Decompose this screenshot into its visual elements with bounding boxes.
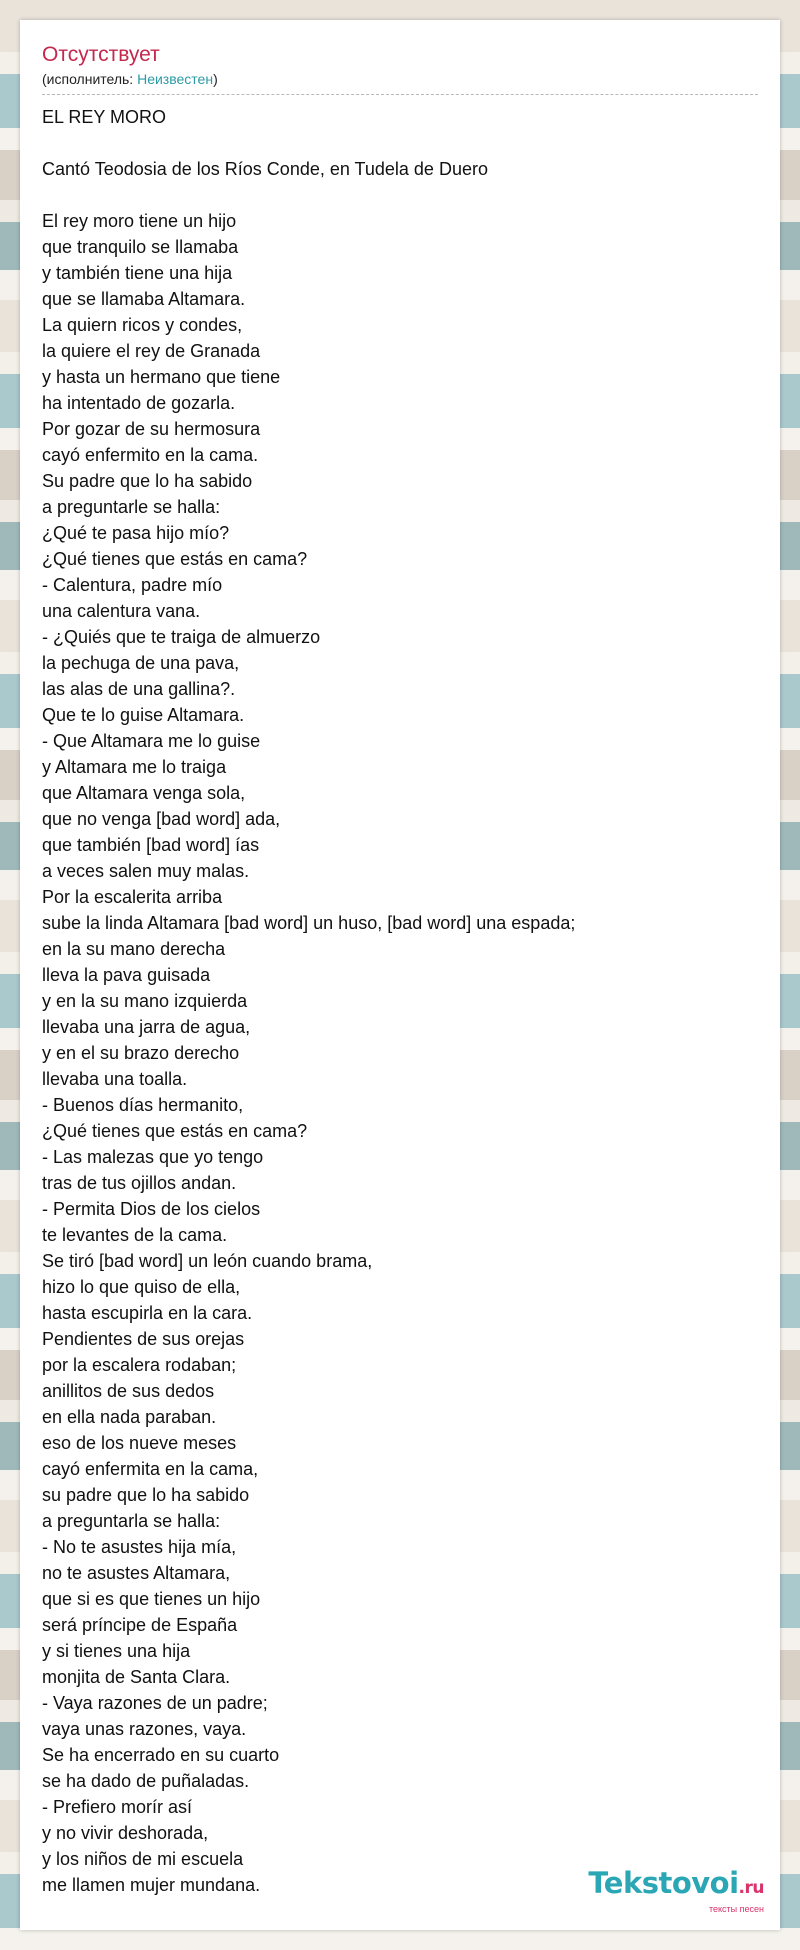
lyric-line: - Permita Dios de los cielos [42, 1199, 261, 1219]
lyric-line: en ella nada paraban. [42, 1407, 217, 1427]
lyric-line: me llamen mujer mundana. [42, 1875, 261, 1895]
lyric-line: - Prefiero morír así [42, 1797, 193, 1817]
lyric-line: Cantó Teodosia de los Ríos Conde, en Tudela de Duero [42, 159, 488, 179]
lyric-line: vaya unas razones, vaya. [42, 1719, 247, 1739]
lyric-line: y los niños de mi escuela [42, 1849, 244, 1869]
logo-name: Tekstovoi [588, 1866, 739, 1900]
lyric-line: - Las malezas que yo tengo [42, 1147, 264, 1167]
logo-tld: .ru [738, 1878, 764, 1898]
lyric-line: La quiern ricos y condes, [42, 315, 243, 335]
lyric-line: y Altamara me lo traiga [42, 757, 227, 777]
logo-tagline: тексты песен [708, 1904, 764, 1914]
lyric-line: y si tienes una hija [42, 1641, 191, 1661]
lyric-line: Se ha encerrado en su cuarto [42, 1745, 280, 1765]
lyric-line: Su padre que lo ha sabido [42, 471, 253, 491]
lyric-line: que se llamaba Altamara. [42, 289, 246, 309]
lyric-line: Por gozar de su hermosura [42, 419, 261, 439]
lyric-line [42, 130, 762, 156]
lyric-line: a preguntarle se halla: [42, 497, 221, 517]
lyric-line: las alas de una gallina?. [42, 679, 236, 699]
lyric-line: su padre que lo ha sabido [42, 1485, 250, 1505]
lyric-line: Por la escalerita arriba [42, 887, 223, 907]
lyric-line: a veces salen muy malas. [42, 861, 250, 881]
lyric-line: y en el su brazo derecho [42, 1043, 240, 1063]
lyric-line: - Calentura, padre mío [42, 575, 223, 595]
song-title: Отсутствует [42, 43, 160, 66]
lyric-line: sube la linda Altamara [bad word] un huso, [bad word] una espada; [42, 913, 576, 933]
lyric-line: y hasta un hermano que tiene [42, 367, 281, 387]
lyric-line: y en la su mano izquierda [42, 991, 248, 1011]
lyrics-card [20, 20, 780, 1930]
lyric-line: - Vaya razones de un padre; [42, 1693, 268, 1713]
lyric-line: ¿Qué te pasa hijo mío? [42, 523, 230, 543]
lyrics-body [42, 104, 762, 1898]
lyric-line: que si es que tienes un hijo [42, 1589, 261, 1609]
lyric-line: no te asustes Altamara, [42, 1563, 231, 1583]
logo-wordmark [588, 1868, 764, 1903]
lyric-line: - Buenos días hermanito, [42, 1095, 244, 1115]
artist-link[interactable]: Неизвестен [137, 71, 214, 87]
lyric-line: que Altamara venga sola, [42, 783, 246, 803]
lyric-line: hizo lo que quiso de ella, [42, 1277, 241, 1297]
lyric-line: que también [bad word] ías [42, 835, 260, 855]
lyric-line: hasta escupirla en la cara. [42, 1303, 253, 1323]
lyric-line: eso de los nueve meses [42, 1433, 237, 1453]
lyric-line: monjita de Santa Clara. [42, 1667, 231, 1687]
lyric-line: te levantes de la cama. [42, 1225, 228, 1245]
lyric-line: ¿Qué tienes que estás en cama? [42, 1121, 308, 1141]
lyric-line: que tranquilo se llamaba [42, 237, 239, 257]
lyric-line: anillitos de sus dedos [42, 1381, 215, 1401]
lyric-line: EL REY MORO [42, 107, 167, 127]
site-logo[interactable] [588, 1868, 764, 1914]
lyric-line: por la escalera rodaban; [42, 1355, 237, 1375]
song-header [42, 42, 758, 95]
lyric-line: a preguntarla se halla: [42, 1511, 221, 1531]
lyric-line: en la su mano derecha [42, 939, 226, 959]
lyric-line: será príncipe de España [42, 1615, 238, 1635]
lyric-line: cayó enfermita en la cama, [42, 1459, 259, 1479]
lyric-line: y no vivir deshorada, [42, 1823, 209, 1843]
lyric-line: - ¿Quiés que te traiga de almuerzo [42, 627, 321, 647]
lyric-line: y también tiene una hija [42, 263, 233, 283]
lyric-line: una calentura vana. [42, 601, 201, 621]
lyric-line: llevaba una toalla. [42, 1069, 188, 1089]
lyric-line: llevaba una jarra de agua, [42, 1017, 251, 1037]
lyric-line: - Que Altamara me lo guise [42, 731, 261, 751]
lyric-line: ha intentado de gozarla. [42, 393, 236, 413]
lyric-line: ¿Qué tienes que estás en cama? [42, 549, 308, 569]
lyric-line: El rey moro tiene un hijo [42, 211, 237, 231]
lyric-line: tras de tus ojillos andan. [42, 1173, 237, 1193]
lyric-line: - No te asustes hija mía, [42, 1537, 237, 1557]
artist-prefix: (исполнитель: [42, 71, 138, 87]
lyric-line [42, 182, 762, 208]
lyric-line: Que te lo guise Altamara. [42, 705, 245, 725]
lyric-line: la pechuga de una pava, [42, 653, 240, 673]
lyric-line: se ha dado de puñaladas. [42, 1771, 250, 1791]
artist-suffix: ) [213, 71, 218, 87]
lyric-line: la quiere el rey de Granada [42, 341, 261, 361]
lyric-line: lleva la pava guisada [42, 965, 211, 985]
lyric-line: Pendientes de sus orejas [42, 1329, 245, 1349]
lyric-line: Se tiró [bad word] un león cuando brama, [42, 1251, 373, 1271]
artist-line [42, 70, 758, 88]
lyric-line: que no venga [bad word] ada, [42, 809, 281, 829]
lyric-line: cayó enfermito en la cama. [42, 445, 259, 465]
